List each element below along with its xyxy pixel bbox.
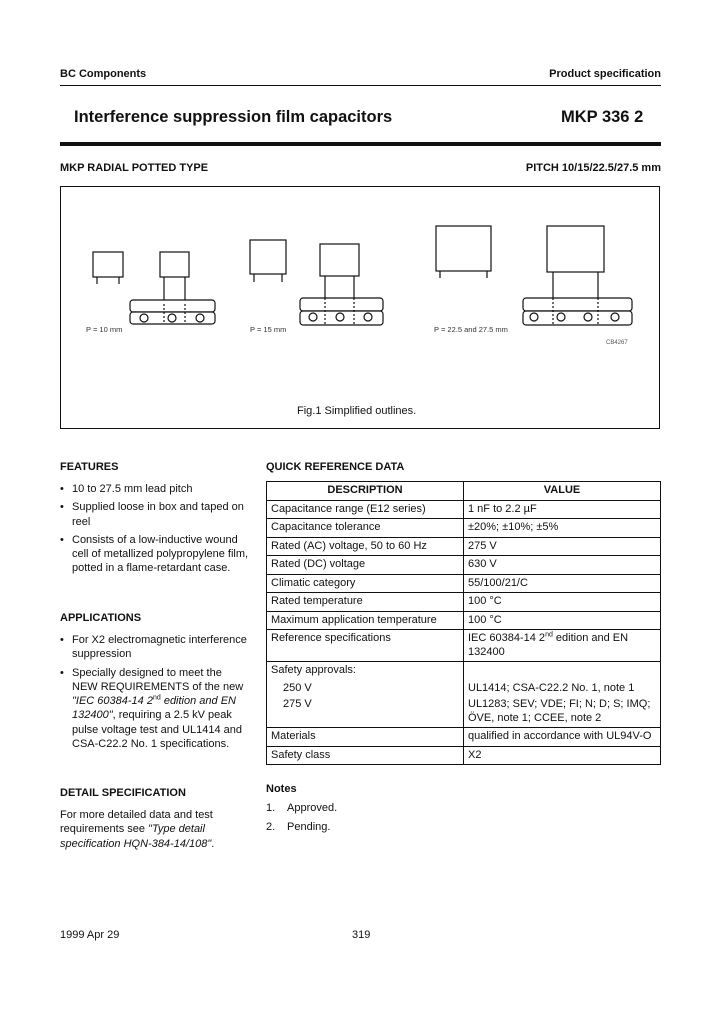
safety-275-value: UL1283; SEV; VDE; FI; N; D; S; IMQ; ÖVE, note 1; CCEE, note 2	[468, 698, 651, 724]
application-item-text: Specially designed to meet the NEW REQUIREMENTS of the new	[72, 666, 244, 693]
capacitor-body-p22-standalone	[436, 226, 491, 271]
document-type: Product specification	[549, 68, 661, 80]
quick-ref-table	[266, 481, 661, 765]
row-desc: Rated (AC) voltage, 50 to 60 Hz	[267, 537, 464, 556]
footer-page-number: 319	[352, 929, 371, 941]
footer-date: 1999 Apr 29	[60, 929, 120, 941]
row-value: 100 °C	[464, 593, 661, 612]
table-row	[267, 728, 661, 747]
table-row	[267, 746, 661, 765]
application-item-text: For X2 electromagnetic interference suppression	[72, 634, 247, 661]
label-p15: P = 15 mm	[250, 325, 287, 334]
row-desc: Safety class	[267, 746, 464, 765]
table-row	[267, 574, 661, 593]
features-list	[60, 482, 250, 580]
header-rule-thick	[60, 142, 661, 146]
feature-item: • Consists of a low-inductive wound cell of metallized polypropylene film, potted in a flame-retardant case.	[60, 533, 250, 576]
table-row	[267, 630, 661, 662]
application-item	[60, 666, 250, 752]
label-p22: P = 22.5 and 27.5 mm	[434, 325, 508, 334]
applications-list	[60, 633, 250, 755]
label-p10: P = 10 mm	[86, 325, 123, 334]
features-heading: FEATURES	[60, 461, 119, 473]
safety-approvals-label: Safety approvals:	[271, 664, 356, 676]
row-value: 630 V	[464, 556, 661, 575]
table-row	[267, 662, 661, 728]
table-row	[267, 611, 661, 630]
part-number: MKP 336 2	[561, 108, 644, 126]
application-ref-italic: "IEC 60384-14 2	[72, 695, 153, 708]
note-2-number: 2.	[266, 821, 276, 833]
detail-text-b: .	[211, 837, 215, 850]
subtitle-pitch: PITCH 10/15/22.5/27.5 mm	[525, 162, 661, 174]
detail-heading: DETAIL SPECIFICATION	[60, 787, 186, 799]
application-item	[60, 633, 250, 662]
row-desc: Reference specifications	[267, 630, 464, 662]
feature-item: • 10 to 27.5 mm lead pitch	[60, 482, 250, 496]
row-value	[464, 630, 661, 662]
row-desc: Climatic category	[267, 574, 464, 593]
figure-code: CB4267	[606, 340, 628, 346]
safety-250-label: 250 V	[283, 681, 312, 694]
row-desc: Rated (DC) voltage	[267, 556, 464, 575]
row-desc: Capacitance range (E12 series)	[267, 500, 464, 519]
application-ref-italic-2: edition and EN 132400"	[72, 695, 236, 722]
tape-strip-p10	[130, 300, 215, 312]
tape-strip-p22	[523, 298, 632, 311]
company-name: BC Components	[60, 68, 147, 80]
tape-strip-p15	[300, 298, 383, 311]
page-title: Interference suppression film capacitors	[74, 108, 393, 126]
ref-value-a: IEC 60384-14 2	[468, 632, 546, 644]
row-value	[464, 662, 661, 728]
notes-heading: Notes	[266, 783, 297, 795]
row-value: 275 V	[464, 537, 661, 556]
detail-text-a: For more detailed data and test requirements see	[60, 809, 213, 836]
table-row	[267, 500, 661, 519]
application-item-text-2: , requiring a 2.5 kV peak pulse voltage test and UL1414 and CSA-C22.2 No. 1 specifications.	[72, 709, 243, 751]
table-row	[267, 593, 661, 612]
col-description: DESCRIPTION	[267, 482, 464, 501]
detail-text	[60, 808, 240, 851]
row-value: X2	[464, 746, 661, 765]
feature-item: • Supplied loose in box and taped on reel	[60, 500, 250, 529]
table-row	[267, 519, 661, 538]
note-2-text: Pending.	[287, 821, 331, 833]
col-value: VALUE	[464, 482, 661, 501]
capacitor-body-p22-taped	[547, 226, 604, 272]
note-1-text: Approved.	[287, 802, 338, 814]
safety-275-label: 275 V	[283, 698, 312, 710]
capacitor-body-p10-standalone	[93, 252, 123, 277]
table-row	[267, 537, 661, 556]
safety-250-value: UL1414; CSA-C22.2 No. 1, note 1	[468, 681, 635, 694]
capacitor-body-p15-standalone	[250, 240, 286, 274]
row-desc: Rated temperature	[267, 593, 464, 612]
subtitle-type: MKP RADIAL POTTED TYPE	[60, 162, 209, 174]
table-header-row	[267, 482, 661, 501]
row-desc	[267, 662, 464, 728]
capacitor-body-p10-taped	[160, 252, 189, 277]
row-value: 100 °C	[464, 611, 661, 630]
quick-ref-heading: QUICK REFERENCE DATA	[266, 461, 405, 473]
row-value: qualified in accordance with UL94V-O	[464, 728, 661, 747]
header-rule-top	[60, 85, 661, 86]
applications-heading: APPLICATIONS	[60, 612, 142, 624]
ref-value-b: edition and EN 132400	[468, 632, 629, 658]
simplified-outlines-drawing	[60, 186, 660, 429]
row-desc: Maximum application temperature	[267, 611, 464, 630]
row-desc: Capacitance tolerance	[267, 519, 464, 538]
row-value: 55/100/21/C	[464, 574, 661, 593]
table-row	[267, 556, 661, 575]
ref-value-sup: nd	[545, 631, 553, 639]
capacitor-body-p15-taped	[320, 244, 359, 276]
row-value: 1 nF to 2.2 µF	[464, 500, 661, 519]
detail-text-italic: "Type detail specification HQN-384-14/108"	[60, 823, 212, 850]
figure-caption: Fig.1 Simplified outlines.	[297, 405, 417, 417]
application-ref-sup: nd	[152, 694, 161, 702]
row-desc: Materials	[267, 728, 464, 747]
note-1-number: 1.	[266, 802, 276, 814]
row-value: ±20%; ±10%; ±5%	[464, 519, 661, 538]
